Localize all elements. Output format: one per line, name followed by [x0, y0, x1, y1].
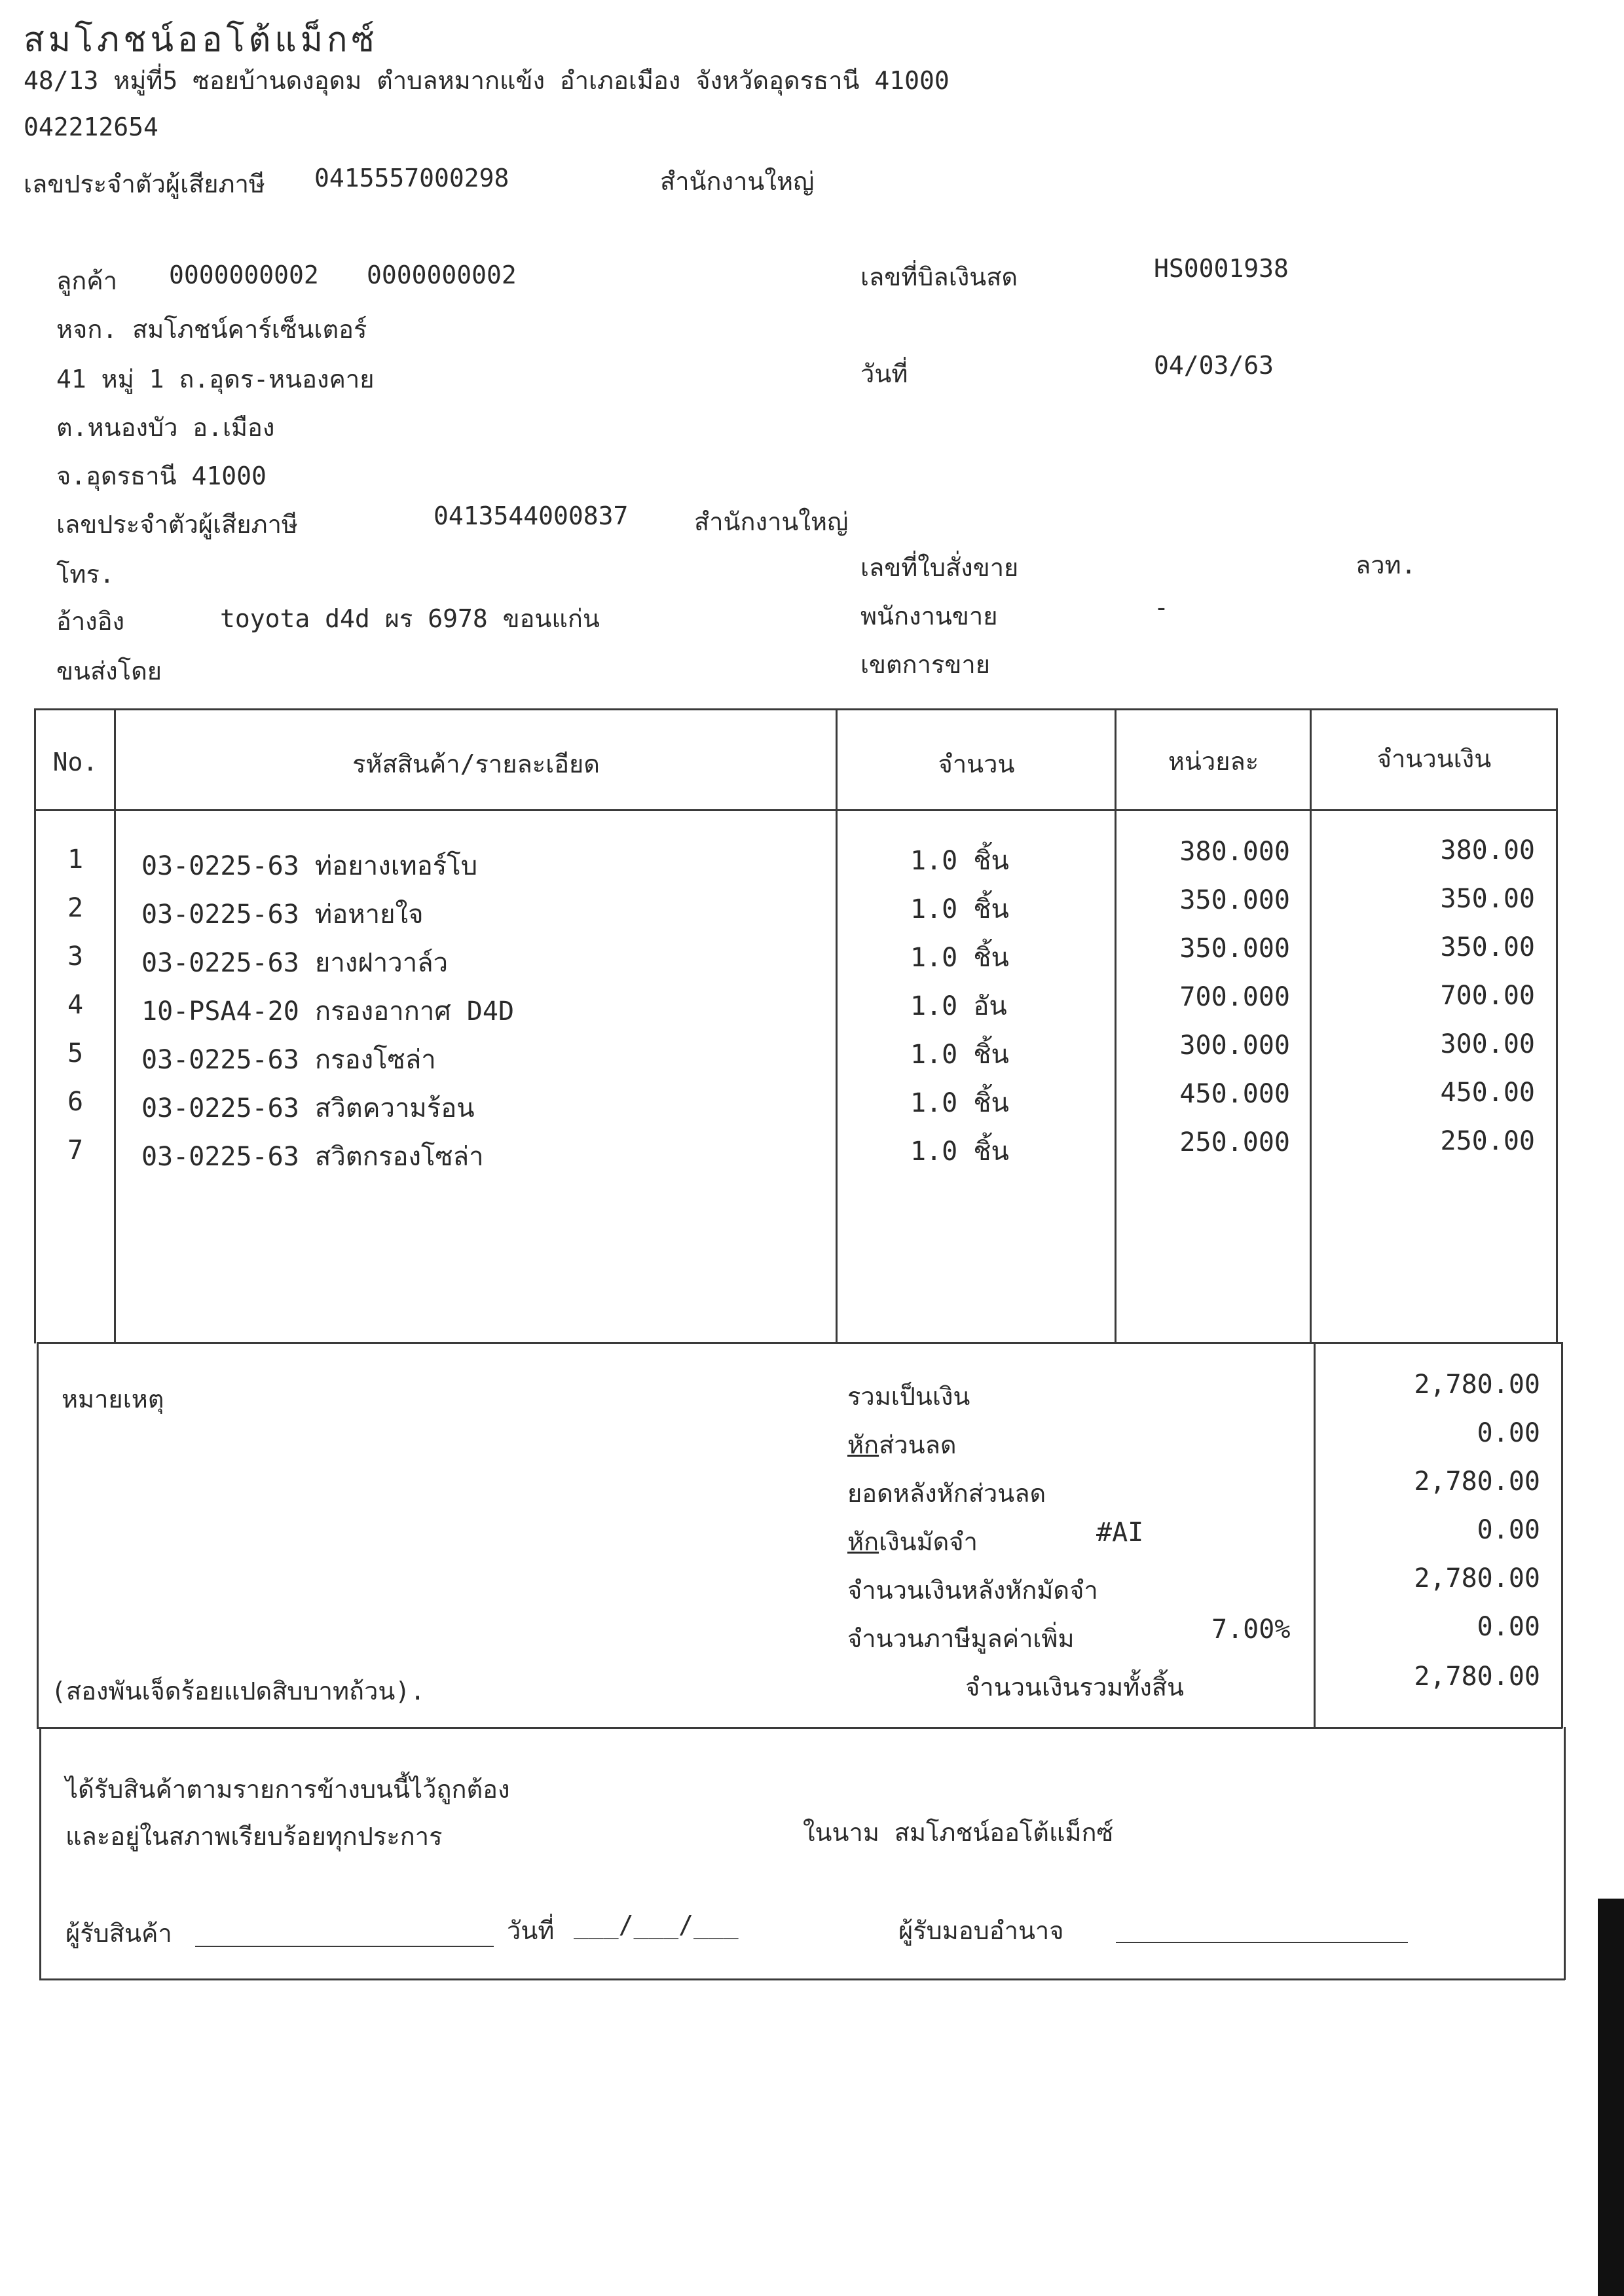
subtotal-label: รวมเป็นเงิน: [847, 1382, 970, 1411]
header-quantity: จำนวน: [938, 750, 1015, 778]
summary-bottom-border: [37, 1727, 1562, 1729]
row-no: 3: [67, 941, 84, 972]
row-quantity: 1.0 ชิ้น: [910, 1088, 1009, 1118]
row-no: 5: [67, 1038, 84, 1068]
row-no: 1: [67, 845, 84, 875]
row-unit-price: 350.000: [1179, 934, 1290, 964]
company-phone: 042212654: [24, 113, 158, 141]
total-in-words: (สองพันเจ็ดร้อยแปดสิบบาทถ้วน).: [51, 1677, 426, 1705]
receive-date-label: วันที่: [507, 1916, 555, 1945]
company-name: สมโภชน์ออโต้แม็กซ์: [24, 20, 378, 60]
table-col-qty-divider: [1115, 708, 1116, 1343]
customer-name: หจก. สมโภชน์คาร์เซ็นเตอร์: [56, 315, 367, 344]
deposit-label-rest: เงินมัดจำ: [879, 1527, 978, 1556]
after-discount-label: ยอดหลังหักส่วนลด: [847, 1479, 1046, 1508]
customer-code-1: 0000000002: [169, 261, 319, 289]
row-description: 03-0225-63 กรองโซล่า: [141, 1045, 436, 1075]
subtotal-value: 2,780.00: [1414, 1370, 1540, 1400]
total-value: 2,780.00: [1414, 1662, 1540, 1692]
summary-right-border: [1561, 1342, 1563, 1728]
bill-date: 04/03/63: [1154, 351, 1274, 380]
on-behalf-label: ในนาม สมโภชน์ออโต้แม็กซ์: [803, 1818, 1114, 1847]
row-amount: 250.00: [1440, 1126, 1535, 1156]
row-description: 03-0225-63 สวิตกรองโซล่า: [141, 1142, 484, 1172]
header-unit-price: หน่วยละ: [1168, 747, 1259, 776]
row-unit-price: 250.000: [1179, 1127, 1290, 1157]
summary-col-divider: [1314, 1342, 1316, 1728]
discount-label: [847, 1425, 957, 1465]
table-left-border: [34, 708, 36, 1343]
row-description: 03-0225-63 ยางฝาวาล์ว: [141, 948, 449, 978]
table-top-border: [34, 708, 1557, 710]
row-description: 03-0225-63 สวิตความร้อน: [141, 1093, 475, 1123]
customer-tax-id: 0413544000837: [434, 501, 629, 530]
authorized-label: ผู้รับมอบอำนาจ: [898, 1916, 1064, 1945]
footer-left-border: [39, 1727, 41, 1980]
company-branch: สำนักงานใหญ่: [660, 167, 815, 196]
row-description: 03-0225-63 ท่อยางเทอร์โบ: [141, 851, 478, 881]
customer-ref-label: อ้างอิง: [56, 607, 125, 636]
row-quantity: 1.0 ชิ้น: [910, 943, 1009, 973]
bill-sales-label: พนักงานขาย: [860, 602, 998, 630]
row-unit-price: 380.000: [1179, 837, 1290, 867]
row-amount: 700.00: [1440, 981, 1535, 1011]
table-right-border: [1556, 708, 1558, 1343]
bill-order-label: เลขที่ใบสั่งขาย: [860, 553, 1019, 582]
row-no: 2: [67, 893, 84, 923]
receiver-label: ผู้รับสินค้า: [65, 1919, 172, 1948]
table-col-desc-divider: [836, 708, 838, 1343]
vat-rate: 7.00%: [1211, 1614, 1291, 1645]
row-unit-price: 300.000: [1179, 1030, 1290, 1061]
bill-number-label: เลขที่บิลเงินสด: [860, 263, 1018, 291]
customer-ref-value: toyota d4d ผร 6978 ขอนแก่น: [220, 604, 600, 633]
row-amount: 350.00: [1440, 932, 1535, 962]
customer-label: ลูกค้า: [56, 266, 118, 295]
company-tax-label: เลขประจำตัวผู้เสียภาษี: [24, 170, 265, 198]
remark-label: หมายเหตุ: [62, 1385, 164, 1413]
vat-label: จำนวนภาษีมูลค่าเพิ่ม: [847, 1624, 1075, 1653]
table-header-divider: [34, 809, 1557, 811]
row-unit-price: 700.000: [1179, 982, 1290, 1012]
authorized-signature-line: [1116, 1942, 1408, 1943]
discount-value: 0.00: [1477, 1418, 1540, 1448]
header-amount: จำนวนเงิน: [1376, 744, 1492, 773]
customer-phone-label: โทร.: [56, 560, 115, 589]
vat-value: 0.00: [1477, 1612, 1540, 1642]
customer-tax-label: เลขประจำตัวผู้เสียภาษี: [56, 510, 298, 539]
deposit-code: #AI: [1096, 1518, 1144, 1548]
header-no: No.: [52, 748, 98, 776]
row-quantity: 1.0 ชิ้น: [910, 894, 1009, 924]
customer-address-1: 41 หมู่ 1 ถ.อุดร-หนองคาย: [56, 365, 375, 393]
total-label: จำนวนเงินรวมทั้งสิ้น: [965, 1673, 1184, 1702]
row-amount: 380.00: [1440, 835, 1535, 866]
row-description: 03-0225-63 ท่อหายใจ: [141, 900, 424, 930]
bill-date-label: วันที่: [860, 359, 908, 388]
row-amount: 450.00: [1440, 1078, 1535, 1108]
deposit-label: [847, 1522, 978, 1561]
bill-sales-value: -: [1154, 593, 1169, 622]
row-quantity: 1.0 อัน: [910, 991, 1007, 1021]
customer-address-3: จ.อุดรธานี 41000: [56, 462, 267, 490]
received-line-2: และอยู่ในสภาพเรียบร้อยทุกประการ: [65, 1822, 443, 1851]
row-amount: 300.00: [1440, 1029, 1535, 1059]
summary-left-border: [37, 1342, 39, 1728]
table-col-price-divider: [1310, 708, 1312, 1343]
row-quantity: 1.0 ชิ้น: [910, 846, 1009, 876]
receive-date-blank: ___/___/___: [574, 1910, 739, 1939]
row-no: 7: [67, 1135, 84, 1165]
row-quantity: 1.0 ชิ้น: [910, 1040, 1009, 1070]
received-line-1: ได้รับสินค้าตามรายการข้างบนนี้ไว้ถูกต้อง: [65, 1775, 510, 1804]
footer-bottom-border: [39, 1978, 1565, 1980]
deposit-value: 0.00: [1477, 1515, 1540, 1545]
company-address: 48/13 หมู่ที่5 ซอยบ้านดงอุดม ตำบลหมากแข้ง อำเภอเมือง จังหวัดอุดรธานี 41000: [24, 66, 950, 95]
customer-address-2: ต.หนองบัว อ.เมือง: [56, 413, 275, 442]
receiver-signature-line: [195, 1946, 494, 1947]
discount-label-rest: ส่วนลด: [879, 1430, 957, 1459]
after-discount-value: 2,780.00: [1414, 1467, 1540, 1497]
header-description: รหัสสินค้า/รายละเอียด: [352, 750, 600, 778]
table-bottom-border: [37, 1342, 1562, 1344]
discount-label-deduct: หัก: [847, 1430, 879, 1459]
table-col-no-divider: [114, 708, 116, 1343]
row-no: 4: [67, 990, 84, 1020]
customer-code-2: 0000000002: [367, 261, 517, 289]
row-no: 6: [67, 1087, 84, 1117]
bill-zone-label: เขตการขาย: [860, 650, 990, 679]
row-unit-price: 350.000: [1179, 885, 1290, 915]
after-deposit-value: 2,780.00: [1414, 1563, 1540, 1594]
row-description: 10-PSA4-20 กรองอากาศ D4D: [141, 996, 515, 1027]
footer-right-border: [1564, 1727, 1566, 1980]
customer-branch: สำนักงานใหญ่: [694, 507, 849, 536]
row-unit-price: 450.000: [1179, 1079, 1290, 1109]
company-tax-id: 0415557000298: [314, 164, 509, 192]
row-amount: 350.00: [1440, 884, 1535, 914]
bill-number: HS0001938: [1154, 254, 1289, 283]
deposit-label-deduct: หัก: [847, 1527, 879, 1556]
bill-order-value: ลวท.: [1356, 551, 1416, 579]
after-deposit-label: จำนวนเงินหลังหักมัดจำ: [847, 1576, 1098, 1605]
row-quantity: 1.0 ชิ้น: [910, 1137, 1009, 1167]
scan-edge-shadow: [1598, 1899, 1624, 2296]
customer-ship-label: ขนส่งโดย: [56, 657, 162, 685]
